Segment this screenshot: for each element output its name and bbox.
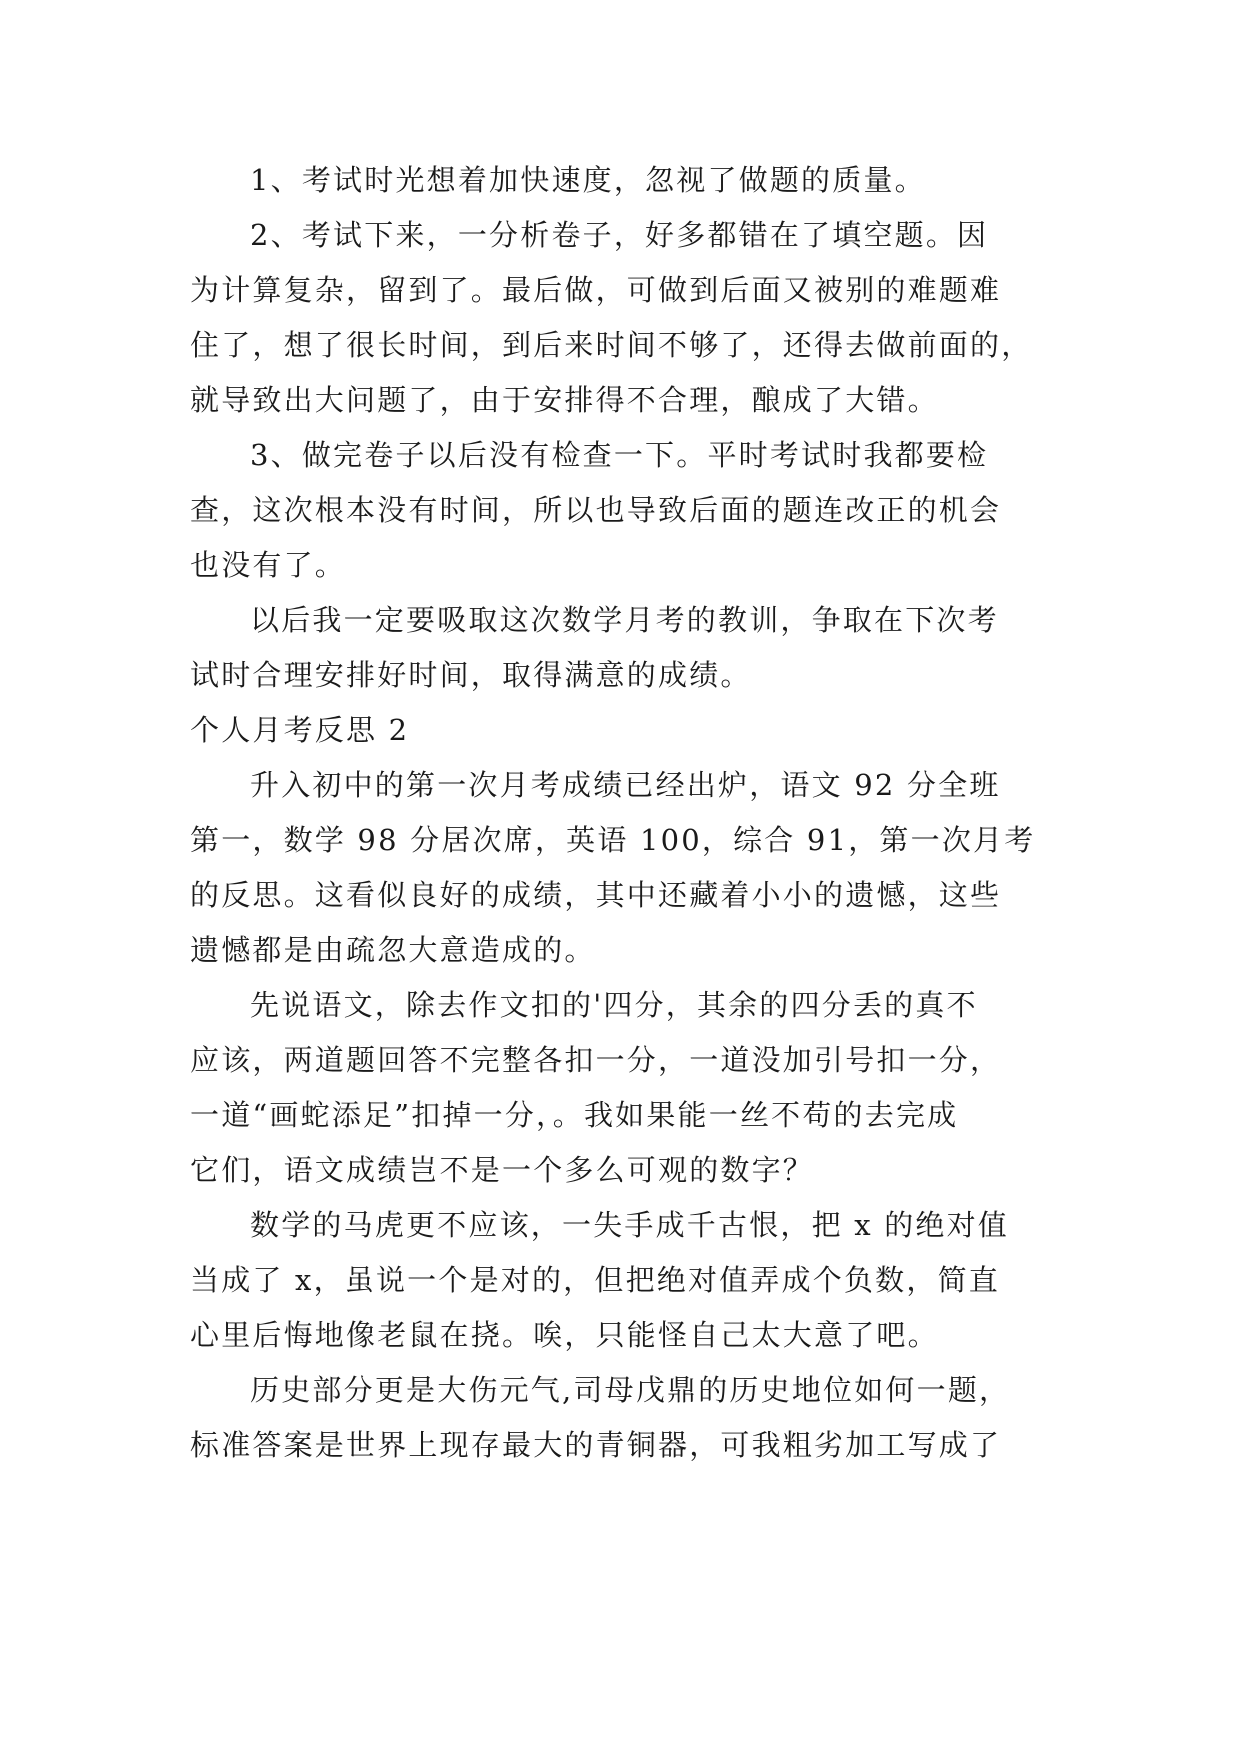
- paragraph-2-line-3: 住了，想了很长时间，到后来时间不够了，还得去做前面的，: [190, 328, 1033, 362]
- paragraph-4-line-1: 以后我一定要吸取这次数学月考的教训，争取在下次考: [250, 603, 999, 637]
- paragraph-8-line-1: 历史部分更是大伤元气,司母戊鼎的历史地位如何一题，: [250, 1373, 1011, 1407]
- paragraph-7-line-2: 当成了 x，虽说一个是对的，但把绝对值弄成个负数，简直: [190, 1263, 1000, 1297]
- paragraph-2-line-1: 2、考试下来，一分析卷子，好多都错在了填空题。因: [250, 218, 989, 252]
- paragraph-3-line-2: 查，这次根本没有时间，所以也导致后面的题连改正的机会: [190, 493, 1002, 527]
- paragraph-4-line-2: 试时合理安排好时间，取得满意的成绩。: [190, 658, 752, 692]
- paragraph-2-line-4: 就导致出大问题了，由于安排得不合理，酿成了大错。: [190, 383, 939, 417]
- paragraph-1-line-1: 1、考试时光想着加快速度，忽视了做题的质量。: [250, 163, 926, 197]
- paragraph-3-line-3: 也没有了。: [190, 548, 347, 582]
- paragraph-7-line-1: 数学的马虎更不应该，一失手成千古恨，把 x 的绝对值: [250, 1208, 1009, 1242]
- paragraph-5-line-1: 升入初中的第一次月考成绩已经出炉，语文 92 分全班: [250, 768, 1001, 802]
- paragraph-6-line-3: 一道“画蛇添足”扣掉一分，。我如果能一丝不苟的去完成: [190, 1098, 959, 1132]
- paragraph-6-line-1: 先说语文，除去作文扣的'四分，其余的四分丢的真不: [250, 988, 978, 1022]
- paragraph-8-line-2: 标准答案是世界上现存最大的青铜器，可我粗劣加工写成了: [190, 1428, 1002, 1462]
- paragraph-5-line-3: 的反思。这看似良好的成绩，其中还藏着小小的遗憾，这些: [190, 878, 1002, 912]
- paragraph-2-line-2: 为计算复杂，留到了。最后做，可做到后面又被别的难题难: [190, 273, 1002, 307]
- paragraph-6-line-4: 它们，语文成绩岂不是一个多么可观的数字？: [190, 1153, 815, 1187]
- paragraph-7-line-3: 心里后悔地像老鼠在挠。唉，只能怪自己太大意了吧。: [190, 1318, 939, 1352]
- paragraph-5-line-4: 遗憾都是由疏忽大意造成的。: [190, 933, 596, 967]
- section-heading: 个人月考反思 2: [190, 713, 410, 747]
- paragraph-6-line-2: 应该，两道题回答不完整各扣一分，一道没加引号扣一分，: [190, 1043, 1002, 1077]
- paragraph-3-line-1: 3、做完卷子以后没有检查一下。平时考试时我都要检: [250, 438, 989, 472]
- paragraph-5-line-2: 第一，数学 98 分居次席，英语 100，综合 91，第一次月考: [190, 823, 1036, 857]
